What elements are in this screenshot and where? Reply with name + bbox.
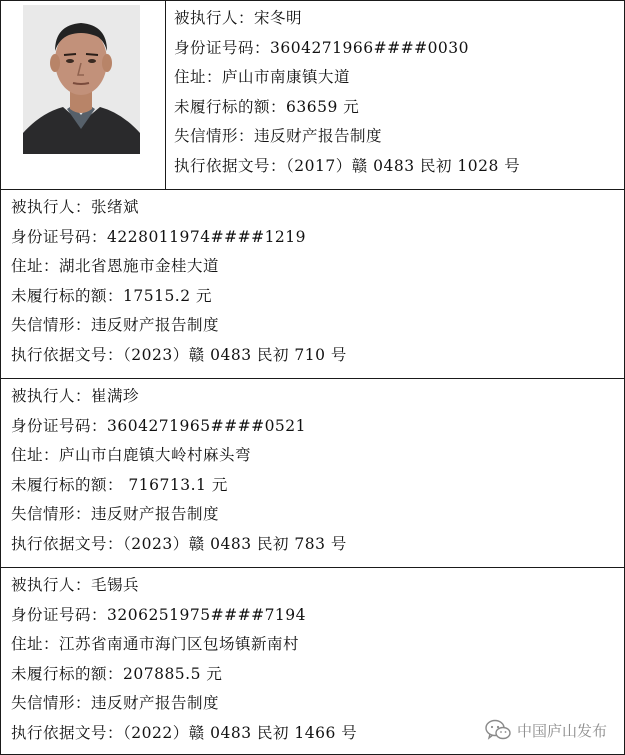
- debtor-name: 被执行人：毛锡兵: [11, 576, 140, 594]
- debtor-name: 被执行人：崔满珍: [11, 387, 140, 405]
- id-number: 身份证号码：3604271966####0030: [174, 38, 470, 57]
- debtor-record: [1, 379, 624, 568]
- debtor-record: [1, 190, 624, 379]
- execution-basis: 执行依据文号：（2022）赣 0483 民初 1466 号: [11, 723, 358, 742]
- record-info: [174, 1, 520, 181]
- id-number: 身份证号码：4228011974####1219: [11, 227, 307, 246]
- unpaid-amount: 未履行标的额：207885.5 元: [11, 664, 223, 683]
- record-info: [11, 568, 357, 748]
- source-watermark: [485, 719, 607, 741]
- id-number: 身份证号码：3206251975####7194: [11, 605, 307, 624]
- execution-basis: 执行依据文号：（2023）赣 0483 民初 710 号: [11, 345, 347, 364]
- address: 住址：江苏省南通市海门区包场镇新南村: [11, 635, 300, 653]
- dishonesty-situation: 失信情形：违反财产报告制度: [11, 505, 220, 523]
- photo-cell: [1, 1, 166, 190]
- unpaid-amount: 未履行标的额：17515.2 元: [11, 286, 213, 305]
- debtor-name: 被执行人：宋冬明: [174, 9, 303, 27]
- unpaid-amount: 未履行标的额： 716713.1 元: [11, 475, 228, 494]
- execution-basis: 执行依据文号：（2023）赣 0483 民初 783 号: [11, 534, 347, 553]
- address: 住址：湖北省恩施市金桂大道: [11, 257, 220, 275]
- debtor-name: 被执行人：张绪斌: [11, 198, 140, 216]
- execution-basis: 执行依据文号：（2017）赣 0483 民初 1028 号: [174, 156, 521, 175]
- debtor-photo: [23, 5, 140, 154]
- unpaid-amount: 未履行标的额：63659 元: [174, 97, 360, 116]
- debtor-record: [1, 1, 624, 190]
- wechat-icon: [485, 719, 511, 741]
- record-info: [11, 190, 347, 370]
- dishonesty-situation: 失信情形：违反财产报告制度: [11, 694, 220, 712]
- watermark-text: 中国庐山发布: [516, 721, 607, 740]
- dishonesty-situation: 失信情形：违反财产报告制度: [174, 127, 383, 145]
- id-number: 身份证号码：3604271965####0521: [11, 416, 307, 435]
- address: 住址：庐山市白鹿镇大岭村麻头弯: [11, 446, 252, 464]
- address: 住址：庐山市南康镇大道: [174, 68, 351, 86]
- record-info: [11, 379, 347, 559]
- dishonesty-situation: 失信情形：违反财产报告制度: [11, 316, 220, 334]
